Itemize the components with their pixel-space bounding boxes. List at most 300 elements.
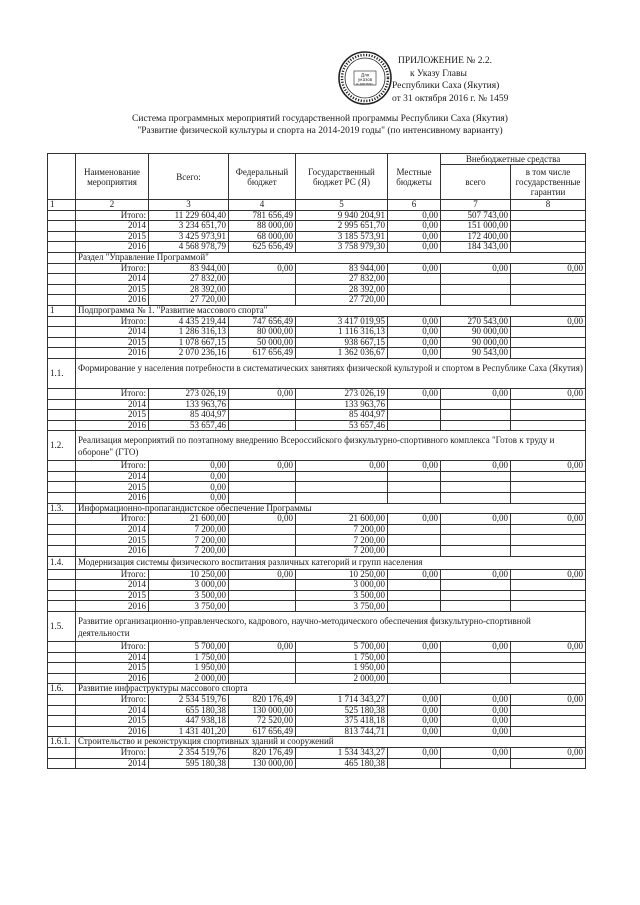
cell-federal [229, 601, 296, 612]
row-label: 2015 [76, 231, 149, 242]
table-row [48, 546, 586, 557]
row-index-cell [48, 388, 76, 399]
row-index-cell [48, 295, 76, 306]
row-label: 2014 [76, 580, 149, 591]
table-row [48, 726, 586, 737]
section-row [48, 305, 586, 316]
cell-total: 27 720,00 [149, 295, 229, 306]
cell-federal: 80 000,00 [229, 327, 296, 338]
section-index: 1.3. [48, 503, 76, 514]
header-row-1 [48, 154, 586, 165]
table-row [48, 284, 586, 295]
row-index-cell [48, 705, 76, 716]
cell-total: 655 180,38 [149, 705, 229, 716]
cell-extra-total: 90 000,00 [441, 327, 511, 338]
row-index-cell [48, 410, 76, 421]
cell-local: 0,00 [388, 242, 441, 253]
row-index-cell [48, 493, 76, 504]
cell-federal [229, 295, 296, 306]
cell-state: 938 667,15 [296, 337, 388, 348]
cell-total: 1 431 401,20 [149, 726, 229, 737]
row-index-cell [48, 348, 76, 359]
row-label: 2015 [76, 337, 149, 348]
cell-extra-total [441, 580, 511, 591]
section-index: 1.6.1. [48, 737, 76, 748]
cell-total: 595 180,38 [149, 758, 229, 769]
row-label: 2014 [76, 758, 149, 769]
cell-federal: 0,00 [229, 388, 296, 399]
cell-federal: 820 176,49 [229, 747, 296, 758]
table-row [48, 295, 586, 306]
header-extra-guarantee: в том числе государственные гарантии [511, 165, 586, 200]
cell-state: 1 116 316,13 [296, 327, 388, 338]
row-index-cell [48, 663, 76, 674]
cell-local [388, 546, 441, 557]
cell-extra-total [441, 673, 511, 684]
row-index-cell [48, 673, 76, 684]
cell-state: 27 832,00 [296, 274, 388, 285]
cell-total: 3 234 651,70 [149, 221, 229, 232]
section-row [48, 252, 586, 263]
col-number-1: 1 [48, 200, 76, 211]
cell-extra-guarantee [511, 231, 586, 242]
cell-extra-guarantee [511, 524, 586, 535]
table-row [48, 747, 586, 758]
row-label: Итого: [76, 694, 149, 705]
annex-header [392, 55, 602, 105]
col-number-4: 4 [229, 200, 296, 211]
cell-federal: 72 520,00 [229, 716, 296, 727]
cell-extra-guarantee: 0,00 [511, 388, 586, 399]
row-label: Итого: [76, 316, 149, 327]
row-label: 2014 [76, 327, 149, 338]
cell-extra-guarantee [511, 210, 586, 221]
cell-total: 2 354 519,76 [149, 747, 229, 758]
cell-local [388, 420, 441, 431]
cell-extra-total: 507 743,00 [441, 210, 511, 221]
cell-federal [229, 590, 296, 601]
row-label: 2014 [76, 399, 149, 410]
cell-extra-guarantee [511, 758, 586, 769]
section-row [48, 358, 586, 388]
cell-extra-guarantee: 0,00 [511, 642, 586, 653]
title-line-2: "Развитие физической культуры и спорта на 2014-2019 годы" (по интенсивному варианту) [137, 126, 503, 136]
table-row [48, 461, 586, 472]
cell-total: 1 750,00 [149, 652, 229, 663]
cell-local [388, 590, 441, 601]
header-extra-total: всего [441, 165, 511, 200]
cell-total: 273 026,19 [149, 388, 229, 399]
document-title [0, 113, 640, 137]
cell-extra-total [441, 399, 511, 410]
cell-federal: 130 000,00 [229, 705, 296, 716]
cell-local [388, 471, 441, 482]
row-label: Итого: [76, 569, 149, 580]
cell-local [388, 284, 441, 295]
cell-total: 2 070 236,16 [149, 348, 229, 359]
cell-federal: 50 000,00 [229, 337, 296, 348]
row-index-cell [48, 316, 76, 327]
row-index-cell [48, 471, 76, 482]
cell-total: 53 657,46 [149, 420, 229, 431]
table-row [48, 482, 586, 493]
cell-extra-guarantee [511, 673, 586, 684]
cell-local: 0,00 [388, 388, 441, 399]
cell-state: 273 026,19 [296, 388, 388, 399]
cell-federal [229, 673, 296, 684]
cell-local: 0,00 [388, 263, 441, 274]
cell-total: 133 963,76 [149, 399, 229, 410]
row-index-cell [48, 482, 76, 493]
cell-federal [229, 652, 296, 663]
header-name: Наименование мероприятия [76, 154, 149, 200]
cell-federal: 617 656,49 [229, 348, 296, 359]
cell-extra-total [441, 482, 511, 493]
cell-extra-total: 0,00 [441, 716, 511, 727]
row-label: 2014 [76, 652, 149, 663]
cell-extra-guarantee: 0,00 [511, 694, 586, 705]
table-row [48, 471, 586, 482]
row-index-cell [48, 399, 76, 410]
svg-text:Для: Для [360, 72, 370, 78]
row-label: 2015 [76, 663, 149, 674]
col-number-6: 6 [388, 200, 441, 211]
table-row [48, 601, 586, 612]
cell-total: 1 286 316,13 [149, 327, 229, 338]
cell-local: 0,00 [388, 316, 441, 327]
column-number-row [48, 200, 586, 211]
row-index-cell [48, 231, 76, 242]
row-label: 2014 [76, 705, 149, 716]
table-row [48, 642, 586, 653]
cell-local: 0,00 [388, 694, 441, 705]
cell-state: 375 418,18 [296, 716, 388, 727]
cell-total: 7 200,00 [149, 535, 229, 546]
cell-state: 1 534 343,27 [296, 747, 388, 758]
cell-local: 0,00 [388, 337, 441, 348]
cell-extra-guarantee [511, 337, 586, 348]
cell-local: 0,00 [388, 716, 441, 727]
cell-state [296, 482, 388, 493]
cell-local: 0,00 [388, 348, 441, 359]
cell-extra-total [441, 601, 511, 612]
row-label: 2016 [76, 493, 149, 504]
header-federal: Федеральный бюджет [229, 154, 296, 200]
table-row [48, 388, 586, 399]
row-label: 2016 [76, 546, 149, 557]
table-row [48, 524, 586, 535]
table-row [48, 316, 586, 327]
section-title: Развитие организационно-управленческого, кадрового, научно-методического обеспечения физкультурно-спортивной деятельности [76, 612, 586, 642]
row-label: 2016 [76, 420, 149, 431]
cell-extra-total [441, 284, 511, 295]
table-row [48, 410, 586, 421]
cell-total: 3 500,00 [149, 590, 229, 601]
cell-state: 1 750,00 [296, 652, 388, 663]
cell-state: 133 963,76 [296, 399, 388, 410]
cell-extra-total [441, 546, 511, 557]
cell-extra-total: 270 543,00 [441, 316, 511, 327]
row-label: Итого: [76, 747, 149, 758]
cell-total: 447 938,18 [149, 716, 229, 727]
cell-state [296, 471, 388, 482]
row-index-cell [48, 461, 76, 472]
section-row [48, 737, 586, 748]
cell-extra-total: 0,00 [441, 514, 511, 525]
cell-local [388, 295, 441, 306]
cell-state [296, 493, 388, 504]
cell-total: 0,00 [149, 471, 229, 482]
section-row [48, 684, 586, 695]
cell-extra-guarantee: 0,00 [511, 569, 586, 580]
cell-local: 0,00 [388, 514, 441, 525]
section-index: 1 [48, 305, 76, 316]
cell-state: 3 185 573,91 [296, 231, 388, 242]
cell-state: 7 200,00 [296, 535, 388, 546]
cell-state: 5 700,00 [296, 642, 388, 653]
cell-federal [229, 493, 296, 504]
row-index-cell [48, 420, 76, 431]
cell-state: 813 744,71 [296, 726, 388, 737]
table-row [48, 420, 586, 431]
cell-total: 0,00 [149, 461, 229, 472]
cell-federal [229, 663, 296, 674]
row-label: 2015 [76, 284, 149, 295]
cell-extra-total: 0,00 [441, 642, 511, 653]
section-index: 1.2. [48, 431, 76, 461]
cell-total: 0,00 [149, 493, 229, 504]
row-index-cell [48, 590, 76, 601]
cell-local [388, 535, 441, 546]
cell-state: 1 714 343,27 [296, 694, 388, 705]
row-index-cell [48, 747, 76, 758]
row-label: 2014 [76, 221, 149, 232]
table-row [48, 694, 586, 705]
cell-extra-total: 184 343,00 [441, 242, 511, 253]
section-index: 1.1. [48, 358, 76, 388]
row-label: 2014 [76, 471, 149, 482]
cell-extra-total [441, 758, 511, 769]
section-title: Подпрограмма № 1. "Развитие массового спорта" [76, 305, 586, 316]
cell-local: 0,00 [388, 569, 441, 580]
cell-extra-guarantee [511, 242, 586, 253]
table-row [48, 716, 586, 727]
row-index-cell [48, 694, 76, 705]
row-label: 2016 [76, 601, 149, 612]
cell-local [388, 274, 441, 285]
cell-federal [229, 580, 296, 591]
cell-federal: 0,00 [229, 569, 296, 580]
cell-extra-total [441, 535, 511, 546]
cell-total: 21 600,00 [149, 514, 229, 525]
cell-state: 2 000,00 [296, 673, 388, 684]
cell-local: 0,00 [388, 210, 441, 221]
cell-federal: 617 656,49 [229, 726, 296, 737]
table-row [48, 569, 586, 580]
table-row [48, 535, 586, 546]
cell-total: 2 000,00 [149, 673, 229, 684]
row-index-cell [48, 284, 76, 295]
cell-total: 3 000,00 [149, 580, 229, 591]
cell-extra-guarantee: 0,00 [511, 514, 586, 525]
row-label: 2015 [76, 716, 149, 727]
cell-extra-guarantee [511, 284, 586, 295]
cell-federal [229, 284, 296, 295]
cell-state: 0,00 [296, 461, 388, 472]
row-label: Итого: [76, 210, 149, 221]
row-index-cell [48, 580, 76, 591]
row-index-cell [48, 524, 76, 535]
row-label: Итого: [76, 642, 149, 653]
cell-local: 0,00 [388, 231, 441, 242]
section-row [48, 431, 586, 461]
official-seal-stamp [337, 50, 393, 106]
cell-state: 1 362 036,67 [296, 348, 388, 359]
row-label: 2015 [76, 482, 149, 493]
cell-total: 7 200,00 [149, 524, 229, 535]
svg-text:и распор.: и распор. [356, 82, 374, 86]
cell-local [388, 399, 441, 410]
row-index-cell [48, 652, 76, 663]
cell-local: 0,00 [388, 461, 441, 472]
cell-federal: 0,00 [229, 642, 296, 653]
cell-extra-guarantee [511, 580, 586, 591]
cell-extra-guarantee [511, 652, 586, 663]
row-index-cell [48, 601, 76, 612]
table-row [48, 242, 586, 253]
col-number-7: 7 [441, 200, 511, 211]
cell-extra-guarantee [511, 471, 586, 482]
header-state: Государственный бюджет РС (Я) [296, 154, 388, 200]
cell-extra-guarantee [511, 726, 586, 737]
cell-state: 85 404,97 [296, 410, 388, 421]
cell-total: 4 568 978,79 [149, 242, 229, 253]
section-title: Строительство и реконструкция спортивных зданий и сооружений [76, 737, 586, 748]
cell-extra-guarantee [511, 410, 586, 421]
cell-federal [229, 546, 296, 557]
section-row [48, 556, 586, 569]
row-index-cell [48, 274, 76, 285]
section-title: Информационно-пропагандистское обеспечение Программы [76, 503, 586, 514]
row-index-cell [48, 758, 76, 769]
cell-local [388, 663, 441, 674]
row-label: 2015 [76, 410, 149, 421]
section-title: Модернизация системы физического воспитания различных категорий и групп населения [76, 556, 586, 569]
cell-extra-total: 0,00 [441, 263, 511, 274]
row-index-cell [48, 210, 76, 221]
cell-extra-guarantee: 0,00 [511, 316, 586, 327]
cell-total: 28 392,00 [149, 284, 229, 295]
section-row [48, 503, 586, 514]
table-row [48, 327, 586, 338]
table-row [48, 348, 586, 359]
header-col-index [48, 154, 76, 200]
cell-state: 10 250,00 [296, 569, 388, 580]
col-number-3: 3 [149, 200, 229, 211]
cell-extra-total [441, 274, 511, 285]
cell-total: 27 832,00 [149, 274, 229, 285]
cell-total: 85 404,97 [149, 410, 229, 421]
cell-federal: 820 176,49 [229, 694, 296, 705]
table-row [48, 210, 586, 221]
row-label: 2014 [76, 524, 149, 535]
cell-local: 0,00 [388, 327, 441, 338]
cell-extra-guarantee [511, 420, 586, 431]
cell-state: 27 720,00 [296, 295, 388, 306]
cell-federal [229, 535, 296, 546]
cell-extra-guarantee: 0,00 [511, 461, 586, 472]
section-index: 1.4. [48, 556, 76, 569]
cell-state: 53 657,46 [296, 420, 388, 431]
cell-state: 2 995 651,70 [296, 221, 388, 232]
cell-extra-guarantee [511, 482, 586, 493]
cell-extra-total: 0,00 [441, 388, 511, 399]
section-title: Реализация мероприятий по поэтапному внедрению Всероссийского физкультурно-спортивного комплекса "Готов к труду и обороне" (ГТО) [76, 431, 586, 461]
cell-extra-total [441, 493, 511, 504]
row-label: 2016 [76, 242, 149, 253]
row-index-cell [48, 337, 76, 348]
row-index-cell [48, 263, 76, 274]
cell-extra-total [441, 410, 511, 421]
cell-extra-total: 172 400,00 [441, 231, 511, 242]
cell-extra-guarantee [511, 716, 586, 727]
cell-extra-guarantee [511, 663, 586, 674]
cell-local: 0,00 [388, 747, 441, 758]
row-index-cell [48, 514, 76, 525]
row-index-cell [48, 546, 76, 557]
cell-federal: 0,00 [229, 461, 296, 472]
row-index-cell [48, 716, 76, 727]
cell-total: 0,00 [149, 482, 229, 493]
cell-extra-guarantee [511, 546, 586, 557]
cell-extra-total: 0,00 [441, 705, 511, 716]
cell-federal: 68 000,00 [229, 231, 296, 242]
cell-state: 3 500,00 [296, 590, 388, 601]
cell-local: 0,00 [388, 726, 441, 737]
cell-total: 3 425 973,91 [149, 231, 229, 242]
cell-extra-guarantee [511, 399, 586, 410]
cell-federal: 0,00 [229, 514, 296, 525]
cell-federal [229, 524, 296, 535]
cell-extra-guarantee [511, 274, 586, 285]
cell-local: 0,00 [388, 221, 441, 232]
annex-line-4: от 31 октября 2016 г. № 1459 [392, 93, 509, 104]
row-label: 2016 [76, 295, 149, 306]
cell-total: 11 229 604,40 [149, 210, 229, 221]
cell-extra-total [441, 590, 511, 601]
cell-total: 5 700,00 [149, 642, 229, 653]
cell-extra-total: 151 000,00 [441, 221, 511, 232]
cell-extra-guarantee [511, 590, 586, 601]
row-index-cell [48, 327, 76, 338]
table-row [48, 663, 586, 674]
cell-federal: 88 000,00 [229, 221, 296, 232]
cell-extra-total: 90 543,00 [441, 348, 511, 359]
cell-extra-total: 90 000,00 [441, 337, 511, 348]
section-title: Развитие инфраструктуры массового спорта [76, 684, 586, 695]
table-row [48, 580, 586, 591]
cell-state: 1 950,00 [296, 663, 388, 674]
table-row [48, 231, 586, 242]
cell-local [388, 673, 441, 684]
section-row [48, 612, 586, 642]
cell-federal [229, 274, 296, 285]
section-title: Формирование у населения потребности в систематических занятиях физической культурой и спортом в Республике Саха (Якутия) [76, 358, 586, 388]
table-row [48, 221, 586, 232]
col-number-5: 5 [296, 200, 388, 211]
row-label: Итого: [76, 263, 149, 274]
cell-extra-total [441, 471, 511, 482]
